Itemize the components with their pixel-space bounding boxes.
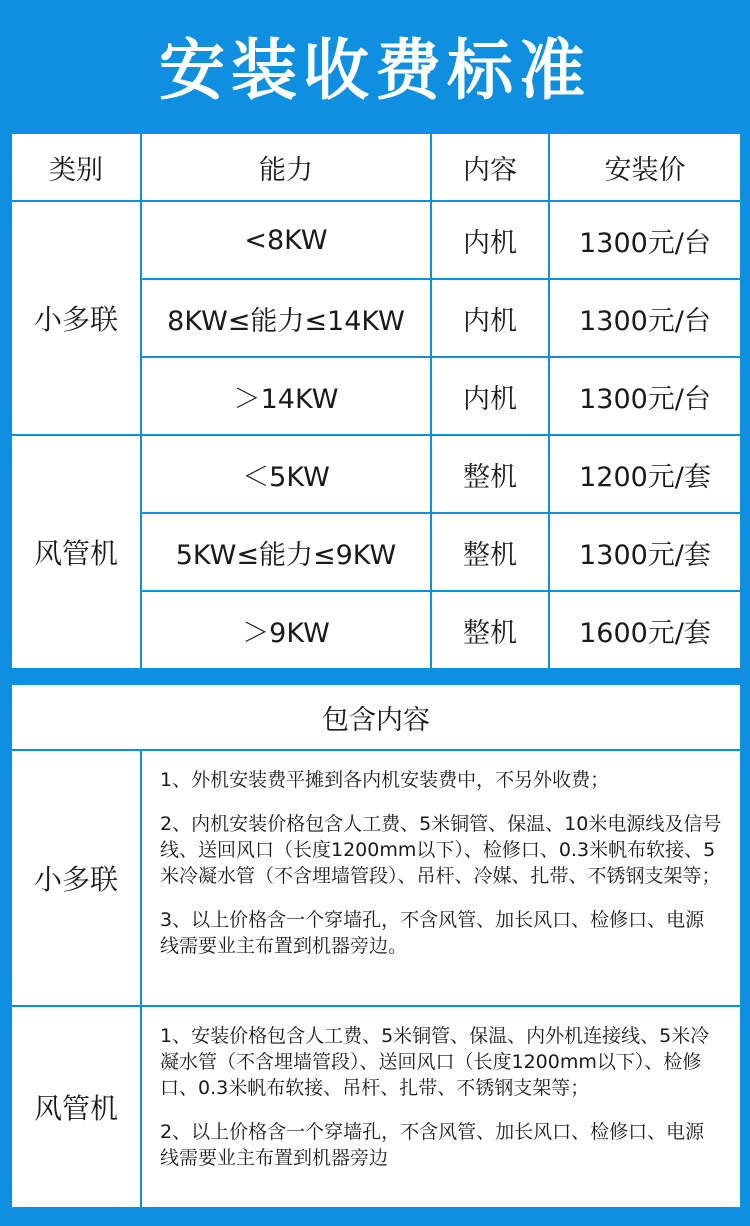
included-content-table (10, 683, 742, 1209)
price-cell: 1600元/套 (549, 591, 741, 669)
table-row (11, 750, 741, 1006)
header-capacity: 能力 (141, 133, 431, 201)
description-paragraph: 1、外机安装费平摊到各内机安装费中，不另外收费； (160, 769, 610, 791)
header-content: 内容 (431, 133, 549, 201)
content-cell: 内机 (431, 357, 549, 435)
capacity-cell: 5KW≤能力≤9KW (141, 513, 431, 591)
capacity-cell: <8KW (141, 201, 431, 279)
content-cell: 内机 (431, 279, 549, 357)
category-cell: 风管机 (11, 1006, 141, 1208)
price-cell: 1300元/台 (549, 279, 741, 357)
category-cell: 风管机 (11, 435, 141, 669)
header-price: 安装价 (549, 133, 741, 201)
header-category: 类别 (11, 133, 141, 201)
content-cell: 整机 (431, 591, 549, 669)
content-cell: 整机 (431, 435, 549, 513)
capacity-cell: ＜5KW (141, 435, 431, 513)
category-cell: 小多联 (11, 201, 141, 435)
included-content-header (11, 684, 741, 750)
included-content-title: 包含内容 (11, 684, 741, 750)
price-cell: 1300元/台 (549, 357, 741, 435)
description-paragraph: 3、以上价格含一个穿墙孔，不含风管、加长风口、检修口、电源线需要业主布置到机器旁边。 (160, 909, 705, 957)
content-cell: 内机 (431, 201, 549, 279)
price-table-header (11, 133, 741, 201)
table-row (11, 201, 741, 279)
description-paragraph: 1、安装价格包含人工费、5米铜管、保温、内外机连接线、5米冷凝水管（不含埋墙管段）、送回风口（长度1200mm以下）、检修口、0.3米帆布软接、吊杆、扎带、不锈钢支架等； (160, 1025, 710, 1099)
description-cell (141, 1006, 741, 1208)
capacity-cell: 8KW≤能力≤14KW (141, 279, 431, 357)
description-paragraph: 2、内机安装价格包含人工费、5米铜管、保温、10米电源线及信号线、送回风口（长度1200mm以下）、检修口、0.3米帆布软接、5米冷凝水管（不含埋墙管段）、吊杆、冷媒、扎带、不锈钢支架等； (160, 813, 722, 887)
table-row (11, 435, 741, 513)
category-cell: 小多联 (11, 750, 141, 1006)
description-paragraph: 2、以上价格含一个穿墙孔，不含风管、加长风口、检修口、电源线需要业主布置到机器旁边 (160, 1121, 705, 1169)
price-table (10, 132, 742, 670)
capacity-cell: ＞14KW (141, 357, 431, 435)
capacity-cell: ＞9KW (141, 591, 431, 669)
price-cell: 1300元/台 (549, 201, 741, 279)
description-cell (141, 750, 741, 1006)
table-row (11, 1006, 741, 1208)
price-cell: 1300元/套 (549, 513, 741, 591)
price-cell: 1200元/套 (549, 435, 741, 513)
content-cell: 整机 (431, 513, 549, 591)
page-title: 安装收费标准 (159, 31, 591, 109)
